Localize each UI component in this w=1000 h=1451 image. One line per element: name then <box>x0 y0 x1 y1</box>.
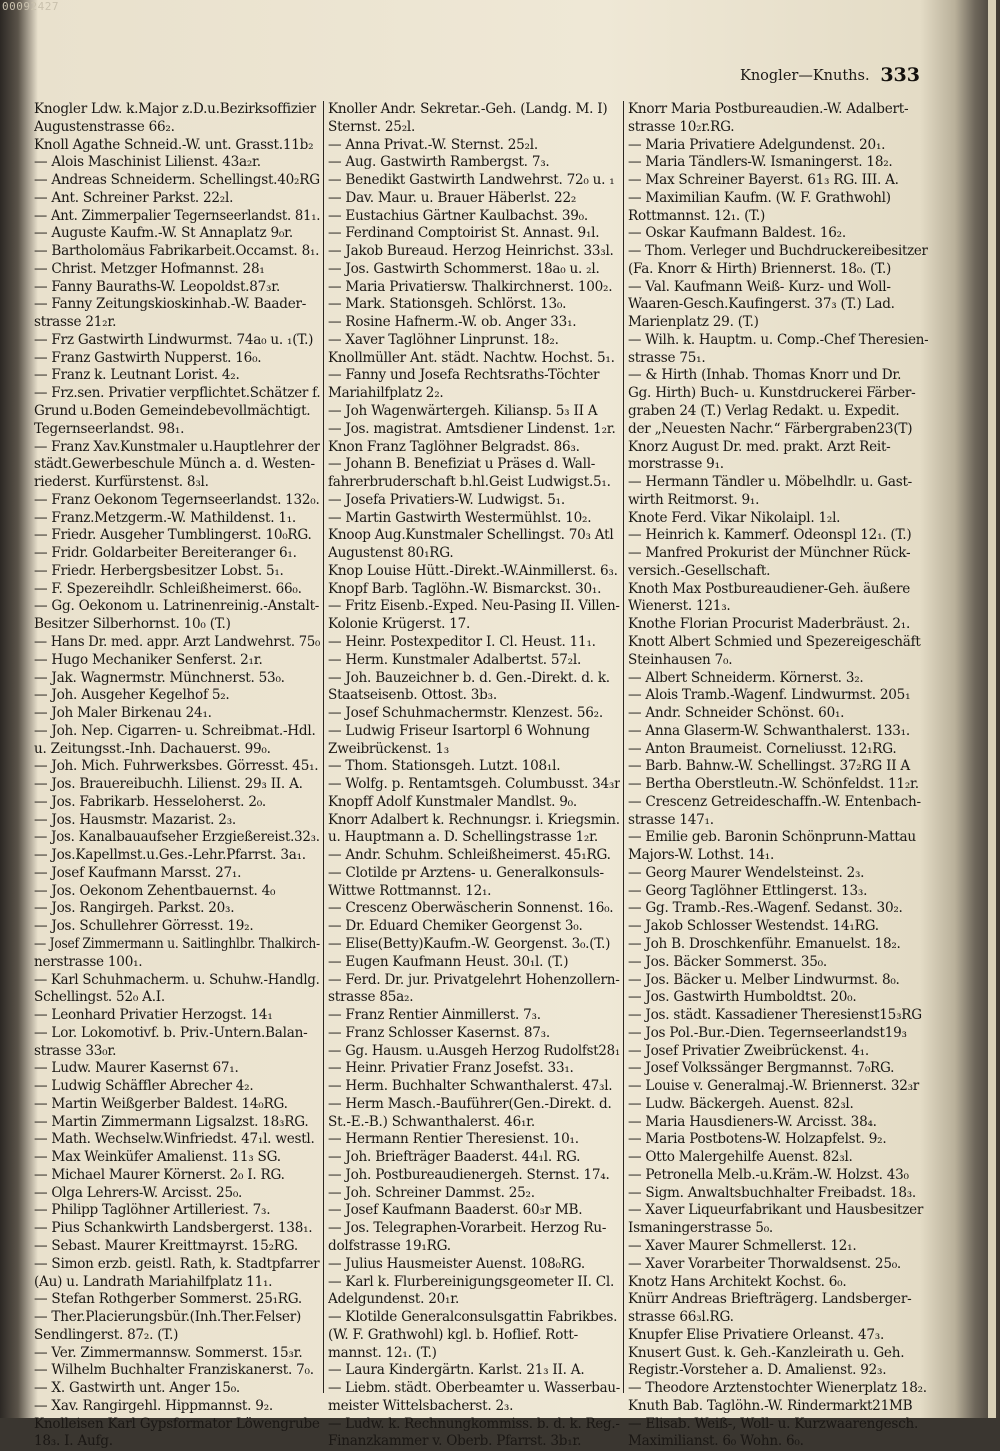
directory-entry-line: Rottmannst. 12₁. (T.) <box>628 207 766 224</box>
directory-entry-line: — Eustachius Gärtner Kaulbachst. 39₀. <box>328 207 588 224</box>
directory-entry-line: — Jos. Gastwirth Schommerst. 18a₀ u. ₂l. <box>328 260 600 277</box>
directory-entry-line: — Xaver Vorarbeiter Thorwaldsenst. 25₀. <box>628 1255 901 1272</box>
directory-entry-line: — Fritz Eisenb.-Exped. Neu-Pasing II. Villen- <box>328 598 620 615</box>
directory-entry-line: — Stefan Rothgerber Sommerst. 25₁RG. <box>34 1291 302 1308</box>
directory-entry-line: — Julius Hausmeister Auenst. 108₀RG. <box>328 1255 585 1272</box>
directory-entry-line: — Jos. Brauereibuchh. Lilienst. 29₃ II. A. <box>34 776 303 793</box>
directory-entry-line: strasse 33₀r. <box>34 1042 117 1059</box>
directory-entry-line: Besitzer Silberhornst. 10₀ (T.) <box>34 616 231 633</box>
directory-entry-line: — Martin Zimmermann Ligsalzst. 18₃RG. <box>34 1113 309 1130</box>
directory-entry-line: — Michael Maurer Körnerst. 2₀ I. RG. <box>34 1166 285 1183</box>
directory-entry-line: — Max Schreiner Bayerst. 61₃ RG. III. A. <box>628 172 899 189</box>
directory-entry-line: — Bartholomäus Fabrikarbeit.Occamst. 8₁. <box>34 243 320 260</box>
directory-entry-line: — Klotilde Generalconsulsgattin Fabrikbes. <box>328 1309 618 1326</box>
directory-entry-line: — Ludw. k. Rechnungkommiss. b. d. k. Reg.- <box>328 1415 620 1432</box>
directory-entry-line: Knoth Max Postbureaudiener-Geh. äußere <box>628 580 911 597</box>
directory-entry-line: — Herm. Buchhalter Schwanthalerst. 47₃l. <box>328 1078 613 1095</box>
directory-entry-line: — Otto Malergehilfe Auenst. 82₃l. <box>628 1149 853 1166</box>
directory-entry-line: Zweibrückenst. 1₃ <box>328 740 450 757</box>
directory-entry-line: Knop Louise Hütt.-Direkt.-W.Ainmillerst. 6₃. <box>328 562 618 579</box>
directory-entry-line: — Jos. städt. Kassadiener Theresienst15₃RG <box>628 1007 922 1024</box>
directory-entry-line: Majors-W. Lothst. 14₁. <box>628 847 775 864</box>
directory-entry-line: — Crescenz Getreideschaffn.-W. Entenbach- <box>628 793 921 810</box>
directory-entry-line: — Frz.sen. Privatier verpflichtet.Schätzer f. <box>34 385 320 402</box>
directory-entry-line: — Joh Wagenwärtergeh. Kiliansp. 5₃ II A <box>328 403 598 420</box>
directory-entry-line: Wittwe Rottmannst. 12₁. <box>328 882 492 899</box>
directory-entry-line: — Anton Braumeist. Corneliusst. 12₁RG. <box>628 740 897 757</box>
directory-entry-line: Knorr Maria Postbureaudien.-W. Adalbert- <box>628 101 909 117</box>
directory-entry-line: strasse 66₃l.RG. <box>628 1309 734 1326</box>
directory-entry-line: — Max Weinküfer Amalienst. 11₃ SG. <box>34 1149 281 1166</box>
directory-entry-line: — Fanny und Josefa Rechtsraths-Töchter <box>328 367 600 384</box>
directory-entry-line: Knoller Andr. Sekretar.-Geh. (Landg. M. I) <box>328 101 608 117</box>
directory-entry-line: — Jos. Hausmstr. Mazarist. 2₃. <box>34 811 236 828</box>
directory-entry-line: Knopff Adolf Kunstmaler Mandlst. 9₀. <box>328 793 577 810</box>
directory-entry-line: — Rosine Hafnerm.-W. ob. Anger 33₁. <box>328 314 577 331</box>
directory-entry-line: strasse 21₂r. <box>34 314 117 331</box>
directory-entry-line: — Gg. Tramb.-Res.-Wagenf. Sedanst. 30₂. <box>628 900 903 917</box>
directory-entry-line: — Johann B. Benefiziat u Präses d. Wall- <box>328 456 596 473</box>
directory-entry-line: — Louise v. Generalmaj.-W. Briennerst. 32₃r <box>628 1078 920 1095</box>
directory-entry-line: — Josef Zimmermann u. Saitlinghlbr. Thalkirch- <box>34 935 320 952</box>
directory-entry-line: wirth Reitmorst. 9₁. <box>628 491 760 508</box>
directory-entry-line: — Elisab. Weiß-, Woll- u. Kurzwaarengesch. <box>628 1415 919 1432</box>
directory-entry-line: — Oskar Kaufmann Baldest. 16₂. <box>628 225 846 242</box>
directory-entry-line: Knupfer Elise Privatiere Orleanst. 47₃. <box>628 1326 885 1343</box>
directory-entry-line: — Fanny Zeitungskioskinhab.-W. Baader- <box>34 296 307 313</box>
directory-entry-line: — Josefa Privatiers-W. Ludwigst. 5₁. <box>328 491 565 508</box>
directory-entry-line: Gg. Hirth) Buch- u. Kunstdruckerei Färber- <box>628 385 916 402</box>
directory-entry-line: Knorz August Dr. med. prakt. Arzt Reit- <box>628 438 891 455</box>
directory-entry-line: — Franz k. Leutnant Lorist. 4₂. <box>34 367 240 384</box>
directory-entry-line: Ismaningerstrasse 5₀. <box>628 1220 773 1237</box>
directory-entry-line: — Mark. Stationsgeh. Schlörst. 13₀. <box>328 296 567 313</box>
directory-entry-line: — Wolfg. p. Rentamtsgeh. Columbusst. 34₃r <box>328 776 620 793</box>
directory-entry-line: Knote Ferd. Vikar Nikolaipl. 1₂l. <box>628 509 841 526</box>
directory-entry-line: — Dr. Eduard Chemiker Georgenst 3₀. <box>328 918 583 935</box>
directory-entry-line: der „Neuesten Nachr.“ Färbergraben23(T) <box>628 420 913 437</box>
directory-entry-line: — Herm Masch.-Bauführer(Gen.-Direkt. d. <box>328 1095 612 1112</box>
directory-entry-line: — Heinr. Privatier Franz Josefst. 33₁. <box>328 1060 574 1077</box>
directory-entry-line: Knollmüller Ant. städt. Nachtw. Hochst. 5₁. <box>328 349 615 366</box>
directory-entry-line: — Crescenz Oberwäscherin Sonnenst. 16₀. <box>328 900 614 917</box>
directory-entry-line: Waaren-Gesch.Kaufingerst. 37₃ (T.) Lad. <box>628 296 895 313</box>
running-head: Knogler—Knuths. <box>740 68 870 84</box>
directory-entry-line: — Maria Postbotens-W. Holzapfelst. 9₂. <box>628 1131 887 1148</box>
directory-entry-line: — Josef Volkssänger Bergmannst. 7₀RG. <box>628 1060 895 1077</box>
directory-entry-line: — Martin Gastwirth Westermühlst. 10₂. <box>328 509 592 526</box>
directory-entry-line: — Franz Oekonom Tegernseerlandst. 132₀. <box>34 491 320 508</box>
directory-entry-line: Sendlingerst. 87₂. (T.) <box>34 1326 179 1343</box>
directory-entry-line: — Franz Schlosser Kasernst. 87₃. <box>328 1024 550 1041</box>
directory-entry-line: — Ferdinand Comptoirist St. Annast. 9₁l. <box>328 225 600 242</box>
directory-entry-line: — Laura Kindergärtn. Karlst. 21₃ II. A. <box>328 1362 585 1379</box>
directory-entry-line: — Bertha Oberstleutn.-W. Schönfeldst. 11₂r. <box>628 776 919 793</box>
directory-entry-line: — Heinr. Postexpeditor I. Cl. Heust. 11₁. <box>328 633 596 650</box>
directory-entry-line: — Jos. magistrat. Amtsdiener Lindenst. 1₂r. <box>328 420 616 437</box>
directory-entry-line: — Val. Kaufmann Weiß- Kurz- und Woll- <box>628 278 891 295</box>
directory-entry-line: — Franz Rentier Ainmillerst. 7₃. <box>328 1007 541 1024</box>
directory-entry-line: strasse 10₂r.RG. <box>628 118 735 135</box>
directory-entry-line: — Maria Privatiersw. Thalkirchnerst. 100₂. <box>328 278 613 295</box>
directory-entry-line: — Andr. Schuhm. Schleißheimerst. 45₁RG. <box>328 847 611 864</box>
directory-entry-line: — Fanny Bauraths-W. Leopoldst.87₃r. <box>34 278 281 295</box>
directory-entry-line: — Joh. Mich. Fuhrwerksbes. Görresst. 45₁. <box>34 758 319 775</box>
directory-entry-line: — Liebm. städt. Oberbeamter u. Wasserbau- <box>328 1380 620 1397</box>
directory-entry-line: — Jos Pol.-Bur.-Dien. Tegernseerlandst19₃ <box>628 1024 907 1041</box>
directory-entry-line: — Josef Schuhmachermstr. Klenzest. 56₂. <box>328 705 603 722</box>
directory-entry-line: — Elise(Betty)Kaufm.-W. Georgenst. 3₀.(T.) <box>328 935 611 952</box>
directory-entry-line: — F. Spezereihdlr. Schleißheimerst. 66₀. <box>34 580 302 597</box>
directory-entry-line: — Sebast. Maurer Kreittmayrst. 15₂RG. <box>34 1238 298 1254</box>
directory-entry-line: — Leonhard Privatier Herzogst. 14₁ <box>34 1007 273 1024</box>
directory-entry-line: — Eugen Kaufmann Heust. 30₁l. (T.) <box>328 953 569 970</box>
directory-entry-line: Knon Franz Taglöhner Belgradst. 86₃. <box>328 438 580 455</box>
directory-entry-line: — Jos. Gastwirth Humboldtst. 20₀. <box>628 989 857 1006</box>
directory-entry-line: — Ludw. Bäckergeh. Auenst. 82₃l. <box>628 1095 854 1112</box>
directory-entry-line: — Lor. Lokomotivf. b. Priv.-Untern.Balan- <box>34 1024 308 1041</box>
directory-entry-line: — Sigm. Anwaltsbuchhalter Freibadst. 18₃. <box>628 1184 916 1201</box>
directory-entry-line: Knusert Gust. k. Geh.-Kanzleirath u. Geh. <box>628 1344 905 1361</box>
directory-entry-line: — Andr. Schneider Schönst. 60₁. <box>628 705 845 722</box>
directory-entry-line: (Au) u. Landrath Mariahilfplatz 11₁. <box>34 1273 273 1290</box>
page-header <box>740 66 920 90</box>
directory-entry-line: — Martin Weißgerber Baldest. 14₀RG. <box>34 1095 288 1112</box>
directory-entry-line: — Fridr. Goldarbeiter Bereiteranger 6₁. <box>34 545 297 562</box>
directory-entry-line: Kolonie Krügerst. 17. <box>328 616 471 633</box>
directory-entry-line: — Manfred Prokurist der Münchner Rück- <box>628 545 911 562</box>
directory-entry-line: — Auguste Kaufm.-W. St Annaplatz 9₀r. <box>34 225 293 242</box>
directory-entry-line: — Jos. Bäcker u. Melber Lindwurmst. 8₀. <box>628 971 900 988</box>
directory-entry-line: Knorr Adalbert k. Rechnungsr. i. Kriegsmin. <box>328 811 620 828</box>
directory-entry-line: — Karl Schuhmacherm. u. Schuhw.-Handlg. <box>34 971 320 988</box>
directory-entry-line: Knott Albert Schmied und Spezereigeschäft <box>628 633 921 650</box>
directory-entry-line: — Alois Tramb.-Wagenf. Lindwurmst. 205₁ <box>628 687 911 704</box>
directory-entry-line: Knoop Aug.Kunstmaler Schellingst. 70₃ Atl <box>328 527 614 544</box>
directory-entry-line: — X. Gastwirth unt. Anger 15₀. <box>34 1380 240 1397</box>
directory-entry-line: Marienplatz 29. (T.) <box>628 314 759 331</box>
directory-entry-line: (Fa. Knorr & Hirth) Briennerst. 18₀. (T.) <box>628 260 892 277</box>
directory-entry-line: Wienerst. 121₃. <box>628 598 731 615</box>
directory-entry-line: Adelgundenst. 20₁r. <box>328 1291 460 1308</box>
directory-entry-line: Steinhausen 7₀. <box>628 651 733 668</box>
directory-entry-line: — Jos. Oekonom Zehentbauernst. 4₀ <box>34 882 276 899</box>
directory-entry-line: morstrasse 9₁. <box>628 456 724 473</box>
directory-entry-line: — Frz Gastwirth Lindwurmst. 74a₀ u. ₁(T.) <box>34 331 314 348</box>
directory-entry-line: — Ludwig Schäffler Abrecher 4₂. <box>34 1078 254 1095</box>
directory-entry-line: — Anna Privat.-W. Sternst. 25₂l. <box>328 136 538 153</box>
directory-entry-line: — Jak. Wagnermstr. Münchnerst. 53₀. <box>34 669 285 686</box>
directory-entry-line: — Simon erzb. geistl. Rath, k. Stadtpfarrer <box>34 1255 320 1272</box>
directory-entry-line: Knopf Barb. Taglöhn.-W. Bismarckst. 30₁. <box>328 580 602 597</box>
directory-entry-line: versich.-Gesellschaft. <box>628 562 771 579</box>
directory-entry-line: — Thom. Verleger und Buchdruckereibesitzer <box>628 243 928 260</box>
directory-entry-line: — Emilie geb. Baronin Schönprunn-Mattau <box>628 829 916 846</box>
directory-entry-line: Knuth Bab. Taglöhn.-W. Rindermarkt21MB <box>628 1397 913 1414</box>
directory-entry-line: — Friedr. Ausgeher Tumblingerst. 10₀RG. <box>34 527 312 544</box>
directory-entry-line: — Ant. Zimmerpalier Tegernseerlandst. 81₁. <box>34 207 320 224</box>
directory-entry-line: Knürr Andreas Briefträgerg. Landsberger- <box>628 1291 912 1308</box>
directory-column-2 <box>328 101 620 1451</box>
directory-entry-line: graben 24 (T.) Verlag Redakt. u. Expedit. <box>628 403 900 420</box>
directory-entry-line: Augustenst 80₁RG. <box>328 545 454 562</box>
directory-entry-line: strasse 147₁. <box>628 811 714 828</box>
directory-entry-line: — Jos. Schullehrer Görresst. 19₂. <box>34 918 254 935</box>
directory-entry-line: — Xaver Maurer Schmellerst. 12₁. <box>628 1238 857 1254</box>
directory-entry-line: — Georg Taglöhner Ettlingerst. 13₃. <box>628 882 868 899</box>
directory-entry-line: Grund u.Boden Gemeindebevollmächtigt. <box>34 403 311 420</box>
directory-entry-line: Sternst. 25₂l. <box>328 118 416 135</box>
directory-entry-line: — Ther.Placierungsbür.(Inh.Ther.Felser) <box>34 1309 302 1326</box>
directory-entry-line: Tegernseerlandst. 98₁. <box>34 420 185 437</box>
directory-entry-line: Knogler Ldw. k.Major z.D.u.Bezirksoffizier <box>34 101 316 117</box>
directory-entry-line: — Ludw. Maurer Kasernst 67₁. <box>34 1060 239 1077</box>
directory-column-3 <box>628 101 928 1451</box>
directory-entry-line: — Alois Maschinist Lilienst. 43a₂r. <box>34 154 261 171</box>
directory-entry-line: — Jos. Fabrikarb. Hesseloherst. 2₀. <box>34 793 266 810</box>
directory-entry-line: — Maximilian Kaufm. (W. F. Grathwohl) <box>628 189 891 206</box>
directory-entry-line: u. Zeitungsst.-Inh. Dachauerst. 99₀. <box>34 740 271 757</box>
directory-entry-line: — Clotilde pr Arztens- u. Generalkonsuls- <box>328 864 604 881</box>
directory-entry-line: — Ver. Zimmermannsw. Sommerst. 15₃r. <box>34 1344 303 1361</box>
directory-entry-line: — Franz Xav.Kunstmaler u.Hauptlehrer der <box>34 438 320 455</box>
directory-entry-line: — Maria Privatiere Adelgundenst. 20₁. <box>628 136 886 153</box>
directory-entry-line: — Hermann Rentier Theresienst. 10₁. <box>328 1131 579 1148</box>
directory-entry-line: — Andreas Schneiderm. Schellingst.40₂RG <box>34 172 320 189</box>
directory-entry-line: meister Wittelsbacherst. 2₃. <box>328 1397 514 1414</box>
directory-entry-line: — Xaver Liqueurfabrikant und Hausbesitzer <box>628 1202 924 1219</box>
directory-entry-line: — Petronella Melb.-u.Kräm.-W. Holzst. 43₀ <box>628 1166 909 1183</box>
directory-entry-line: — Aug. Gastwirth Rambergst. 7₃. <box>328 154 550 171</box>
directory-entry-line: — Josef Kaufmann Baaderst. 60₃r MB. <box>328 1202 583 1219</box>
directory-entry-line: — Jos. Telegraphen-Vorarbeit. Herzog Ru- <box>328 1220 607 1237</box>
directory-entry-line: — Xav. Rangirgehl. Hippmannst. 9₂. <box>34 1397 273 1414</box>
directory-entry-line: — Georg Maurer Wendelsteinst. 2₃. <box>628 864 865 881</box>
directory-entry-line: u. Hauptmann a. D. Schellingstrasse 1₂r. <box>328 829 598 846</box>
directory-entry-line: — Maria Tändlers-W. Ismaningerst. 18₂. <box>628 154 893 171</box>
directory-entry-line: — Friedr. Herbergsbesitzer Lobst. 5₁. <box>34 562 284 579</box>
directory-column-1 <box>34 101 320 1451</box>
directory-entry-line: — Joh Maler Birkenau 24₁. <box>34 705 212 722</box>
directory-entry-line: (W. F. Grathwohl) kgl. b. Hoflief. Rott- <box>328 1326 578 1343</box>
directory-entry-line: — Hugo Mechaniker Senferst. 2₁r. <box>34 651 263 668</box>
directory-entry-line: — Jakob Schlosser Westendst. 14₁RG. <box>628 918 879 935</box>
directory-entry-line: — Franz.Metzgerm.-W. Mathildenst. 1₁. <box>34 509 297 526</box>
directory-entry-line: — Josef Kaufmann Marsst. 27₁. <box>34 864 242 881</box>
column-divider <box>623 101 624 1393</box>
directory-entry-line: — Gg. Oekonom u. Latrinenreinig.-Anstalt- <box>34 598 320 615</box>
directory-entry-line: — Olga Lehrers-W. Arcisst. 25₀. <box>34 1184 243 1201</box>
directory-entry-line: — Franz Gastwirth Nupperst. 16₀. <box>34 349 262 366</box>
directory-entry-line: — Heinrich k. Kammerf. Odeonspl 12₁. (T.) <box>628 527 912 544</box>
directory-entry-line: — Wilhelm Buchhalter Franziskanerst. 7₀. <box>34 1362 314 1379</box>
directory-entry-line: mannst. 12₁. (T.) <box>328 1344 437 1361</box>
directory-entry-line: — Joh. Postbureaudienergeh. Sternst. 17₄. <box>328 1166 610 1183</box>
directory-entry-line: Schellingst. 52₀ A.I. <box>34 989 165 1006</box>
directory-entry-line: — Karl k. Flurbereinigungsgeometer II. Cl. <box>328 1273 615 1290</box>
directory-entry-line: — & Hirth (Inhab. Thomas Knorr und Dr. <box>628 367 902 384</box>
directory-entry-line: — Herm. Kunstmaler Adalbertst. 57₂l. <box>328 651 582 668</box>
directory-entry-line: — Jos. Kanalbauaufseher Erzgießereist.32₃. <box>34 829 320 846</box>
directory-entry-line: — Jakob Bureaud. Herzog Heinrichst. 33₃l. <box>328 243 614 260</box>
directory-entry-line: — Jos. Rangirgeh. Parkst. 20₃. <box>34 900 235 917</box>
directory-entry-line: Knoll Agathe Schneid.-W. unt. Grasst.11b₂ <box>34 136 314 153</box>
directory-entry-line: — Philipp Taglöhner Artilleriest. 7₃. <box>34 1202 271 1219</box>
directory-entry-line: — Josef Privatier Zweibrückenst. 4₁. <box>628 1042 869 1059</box>
directory-entry-line: dolfstrasse 19₁RG. <box>328 1238 451 1254</box>
directory-entry-line: fahrerbruderschaft b.hl.Geist Ludwigst.5₁. <box>328 474 611 491</box>
directory-entry-line: — Joh. Ausgeher Kegelhof 5₂. <box>34 687 230 704</box>
directory-entry-line: — Joh B. Droschkenführ. Emanuelst. 18₂. <box>628 935 901 952</box>
column-divider <box>323 101 324 1393</box>
directory-entry-line: — Dav. Maur. u. Brauer Häberlst. 22₂ <box>328 189 577 206</box>
directory-entry-line: Knothe Florian Procurist Maderbräust. 2₁. <box>628 616 911 633</box>
directory-entry-line: Knotz Hans Architekt Kochst. 6₀. <box>628 1273 847 1290</box>
directory-entry-line: — Ludwig Friseur Isartorpl 6 Wohnung <box>328 722 590 739</box>
page-number: 333 <box>880 64 920 86</box>
directory-entry-line: strasse 75₁. <box>628 349 706 366</box>
directory-entry-line: — Jos. Bäcker Sommerst. 35₀. <box>628 953 827 970</box>
directory-entry-line: — Wilh. k. Hauptm. u. Comp.-Chef Theresien- <box>628 331 928 348</box>
directory-entry-line: riederst. Kurfürstenst. 8₃l. <box>34 474 209 491</box>
directory-entry-line: — Barb. Bahnw.-W. Schellingst. 37₂RG II A <box>628 758 910 775</box>
directory-entry-line: — Hans Dr. med. appr. Arzt Landwehrst. 75₀ <box>34 633 320 650</box>
directory-entry-line: 18₃. I. Aufg. <box>34 1433 113 1450</box>
directory-entry-line: — Thom. Stationsgeh. Lutzt. 108₁l. <box>328 758 561 775</box>
directory-entry-line: Registr.-Vorsteher a. D. Amalienst. 92₃. <box>628 1362 887 1379</box>
directory-entry-line: — Christ. Metzger Hofmannst. 28₁ <box>34 260 265 277</box>
directory-entry-line: — Jos.Kapellmst.u.Ges.-Lehr.Pfarrst. 3a₁. <box>34 847 306 864</box>
directory-entry-line: — Maria Hausdieners-W. Arcisst. 38₄. <box>628 1113 877 1130</box>
directory-entry-line: Augustenstrasse 66₂. <box>34 118 175 135</box>
directory-entry-line: — Anna Glaserm-W. Schwanthalerst. 133₁. <box>628 722 910 739</box>
directory-entry-line: — Ant. Schreiner Parkst. 22₂l. <box>34 189 234 206</box>
directory-entry-line: Staatseisenb. Ottost. 3b₃. <box>328 687 497 704</box>
directory-entry-line: Mariahilfplatz 2₂. <box>328 385 444 402</box>
directory-entry-line: — Pius Schankwirth Landsbergerst. 138₁. <box>34 1220 313 1237</box>
scan-id: 00092427 <box>2 0 59 13</box>
directory-entry-line: — Ferd. Dr. jur. Privatgelehrt Hohenzollern- <box>328 971 620 988</box>
directory-entry-line: Knolleisen Karl Gypsformator Löwengrube <box>34 1415 320 1432</box>
directory-entry-line: — Joh. Bauzeichner b. d. Gen.-Direkt. d. k. <box>328 669 610 686</box>
directory-entry-line: — Math. Wechselw.Winfriedst. 47₁l. westl. <box>34 1131 315 1148</box>
directory-entry-line: — Joh. Schreiner Dammst. 25₂. <box>328 1184 535 1201</box>
directory-entry-line: — Joh. Briefträger Baaderst. 44₁l. RG. <box>328 1149 581 1166</box>
directory-entry-line: — Joh. Nep. Cigarren- u. Schreibmat.-Hdl. <box>34 722 316 739</box>
page-edge <box>988 0 996 1418</box>
directory-entry-line: strasse 85a₂. <box>328 989 414 1006</box>
directory-entry-line: Maximilianst. 6₀ Wohn. 6₀. <box>628 1433 804 1450</box>
directory-entry-line: — Albert Schneiderm. Körnerst. 3₂. <box>628 669 864 686</box>
directory-entry-line: — Theodore Arztenstochter Wienerplatz 18₂. <box>628 1380 927 1397</box>
directory-entry-line: — Xaver Taglöhner Linprunst. 18₂. <box>328 331 559 348</box>
directory-entry-line: St.-E.-B.) Schwanthalerst. 46₁r. <box>328 1113 536 1130</box>
directory-entry-line: nerstrasse 100₁. <box>34 953 143 970</box>
directory-entry-line: — Benedikt Gastwirth Landwehrst. 72₀ u. ₁ <box>328 172 615 189</box>
directory-entry-line: — Gg. Hausm. u.Ausgeh Herzog Rudolfst28₁ <box>328 1042 620 1059</box>
directory-entry-line: Finanzkammer v. Oberb. Pfarrst. 3b₁r. <box>328 1433 582 1450</box>
directory-entry-line: — Hermann Tändler u. Möbelhdlr. u. Gast- <box>628 474 913 491</box>
directory-entry-line: städt.Gewerbeschule Münch a. d. Westen- <box>34 456 315 473</box>
